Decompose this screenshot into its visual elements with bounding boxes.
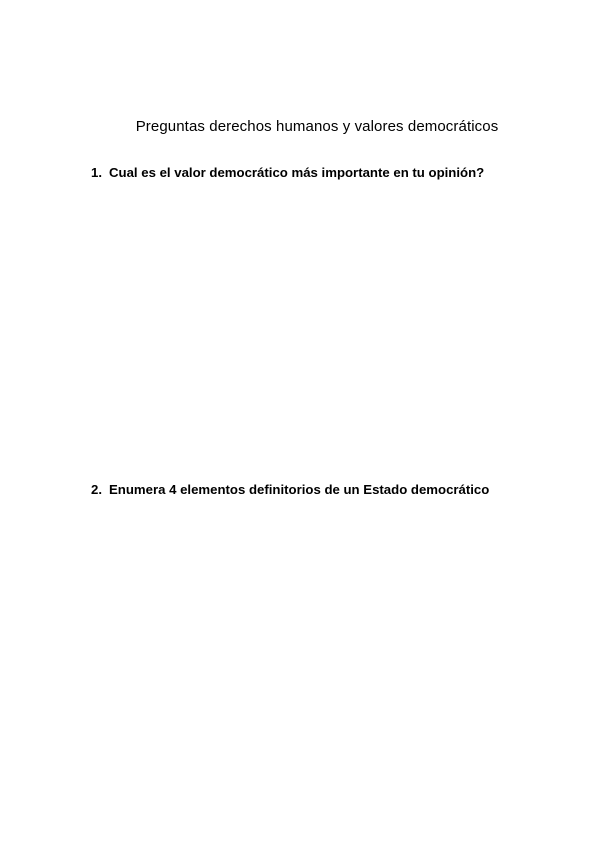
question-2	[91, 482, 489, 497]
question-1-text: Cual es el valor democrático más importante en tu opinión?	[109, 165, 485, 180]
answer-area-2	[91, 508, 511, 788]
question-2-number: 2.	[91, 482, 102, 497]
question-2-text: Enumera 4 elementos definitorios de un Estado democrático	[109, 482, 490, 497]
document-title: Preguntas derechos humanos y valores democráticos	[135, 118, 499, 135]
answer-area-1	[91, 190, 511, 470]
question-1-number: 1.	[91, 165, 102, 180]
question-1	[91, 165, 484, 180]
